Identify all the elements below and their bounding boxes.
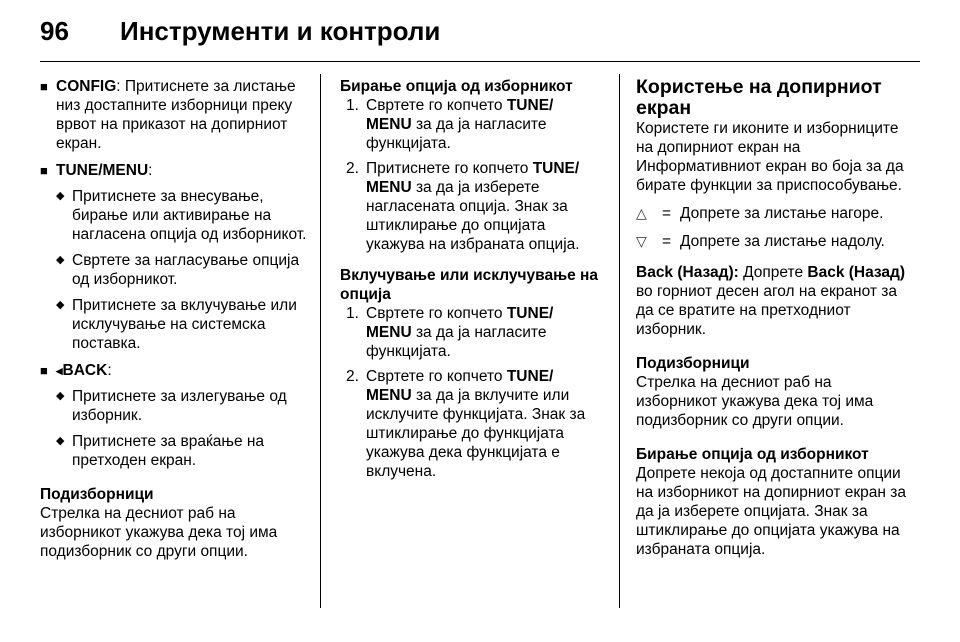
submenu-heading: Подизборници: [40, 486, 154, 503]
back-section: [636, 263, 916, 339]
tune-menu-label: TUNE/MENU: [56, 162, 149, 179]
step-text: Свртете го копчето: [366, 368, 507, 385]
submenu-text: Стрелка на десниот раб на изборникот укажува дека тој има подизборник со други опции.: [636, 374, 874, 429]
tune-sub-text: Притиснете за вклучување или исклучување на системска поставка.: [72, 297, 297, 352]
back-arrow-icon: ◂: [56, 363, 63, 378]
submenu-heading: Подизборници: [636, 355, 750, 372]
back-label: BACK: [62, 362, 108, 379]
page-number: 96: [40, 16, 69, 46]
scroll-up-text: Допрете за листање нагоре.: [680, 205, 884, 222]
back-text: во горниот десен агол на екранот за да се вратите на претходниот изборник.: [636, 283, 898, 338]
back-sub-text: Притиснете за излегување од изборник.: [72, 388, 287, 424]
equals-sign: =: [662, 233, 672, 250]
square-bullet-icon: ■: [40, 79, 48, 94]
list-item: [340, 367, 602, 481]
back-text: Допрете: [738, 264, 808, 281]
diamond-bullet-icon: ◆: [56, 435, 65, 447]
touchscreen-heading: Користење на допирниот екран: [636, 76, 882, 119]
submenu-text: Стрелка на десниот раб на изборникот укажува дека тој има подизборник со други опции.: [40, 505, 278, 560]
step-knob-label: TUNE/ MENU: [366, 305, 554, 341]
diamond-bullet-icon: ◆: [56, 254, 65, 266]
diamond-bullet-icon: ◆: [56, 190, 65, 202]
step-text: за да ја нагласите функцијата.: [366, 324, 547, 360]
config-text: : Притиснете за листање низ достапните изборници преку врвот на приказот на допирниот екран.: [56, 78, 296, 152]
list-item: [340, 304, 602, 361]
back-suffix: :: [107, 362, 112, 379]
step-number: 1.: [346, 97, 359, 114]
scroll-down-row: [636, 232, 916, 251]
tune-sub-item: [56, 187, 310, 244]
submenu-section: [636, 354, 916, 430]
triangle-down-icon: ▽: [636, 233, 647, 249]
tune-sub-text: Притиснете за внесување, бирање или активирање на нагласена опција од изборникот.: [72, 188, 307, 243]
submenu-section: [40, 485, 310, 561]
select-option-section: [636, 445, 916, 559]
back-button-label: Back (Назад): [807, 264, 906, 281]
page-header: [40, 0, 920, 60]
select-option-section: [340, 77, 602, 254]
equals-sign: =: [662, 205, 672, 222]
diamond-bullet-icon: ◆: [56, 299, 65, 311]
step-number: 2.: [346, 368, 359, 385]
step-knob-label: TUNE/ MENU: [366, 160, 580, 196]
select-option-text: Допрете некоја од достапните опции на изборникот на допирниот екран за да ја изберете опцијата. Знак за штиклирање до опцијата укажува на избраната опција.: [636, 465, 907, 558]
back-sub-item: [56, 432, 310, 470]
step-number: 1.: [346, 305, 359, 322]
tune-menu-suffix: :: [148, 162, 153, 179]
back-sub-item: [56, 387, 310, 425]
step-text: за да ја изберете нагласената опција. Знак за штиклирање до опцијата укажува на избраната опција.: [366, 179, 580, 253]
step-knob-label: TUNE/ MENU: [366, 368, 554, 404]
step-text: Свртете го копчето: [366, 97, 507, 114]
diamond-bullet-icon: ◆: [56, 390, 65, 402]
column-2: [340, 77, 602, 487]
column-3: [636, 77, 916, 559]
step-text: Свртете го копчето: [366, 305, 507, 322]
header-divider: [40, 61, 920, 62]
list-item: [340, 159, 602, 254]
scroll-up-row: [636, 204, 916, 223]
list-item: [340, 96, 602, 153]
column-divider-right: [619, 74, 620, 608]
tune-menu-item: [40, 161, 310, 353]
step-text: за да ја вклучите или исклучите функцијата. Знак за штиклирање до функцијата укажува дека функцијата е вклучена.: [366, 387, 586, 480]
tune-sub-item: [56, 251, 310, 289]
triangle-up-icon: △: [636, 205, 647, 221]
page-title: Инструменти и контроли: [120, 16, 441, 46]
config-item: [40, 77, 310, 153]
select-option-heading: Бирање опција од изборникот: [636, 446, 869, 463]
square-bullet-icon: ■: [40, 163, 48, 178]
toggle-option-heading: Вклучување или исклучување на опција: [340, 267, 599, 303]
select-option-heading: Бирање опција од изборникот: [340, 78, 573, 95]
toggle-option-section: [340, 266, 602, 481]
tune-sub-item: [56, 296, 310, 353]
square-bullet-icon: ■: [40, 363, 48, 378]
config-label: CONFIG: [56, 78, 117, 95]
step-knob-label: TUNE/ MENU: [366, 97, 554, 133]
back-sub-text: Притиснете за враќање на претходен екран.: [72, 433, 265, 469]
column-divider-left: [320, 74, 321, 608]
scroll-down-text: Допрете за листање надолу.: [680, 233, 885, 250]
column-1: [40, 77, 310, 561]
touchscreen-intro: Користете ги иконите и изборниците на допирниот екран на Информативниот екран во боја за да бирате функции за приспособување.: [636, 120, 904, 194]
step-text: за да ја нагласите функцијата.: [366, 116, 547, 152]
step-number: 2.: [346, 160, 359, 177]
back-heading: Back (Назад):: [636, 264, 739, 281]
step-text: Притиснете го копчето: [366, 160, 533, 177]
tune-sub-text: Свртете за нагласување опција од изборникот.: [72, 252, 300, 288]
back-item: [40, 361, 310, 470]
